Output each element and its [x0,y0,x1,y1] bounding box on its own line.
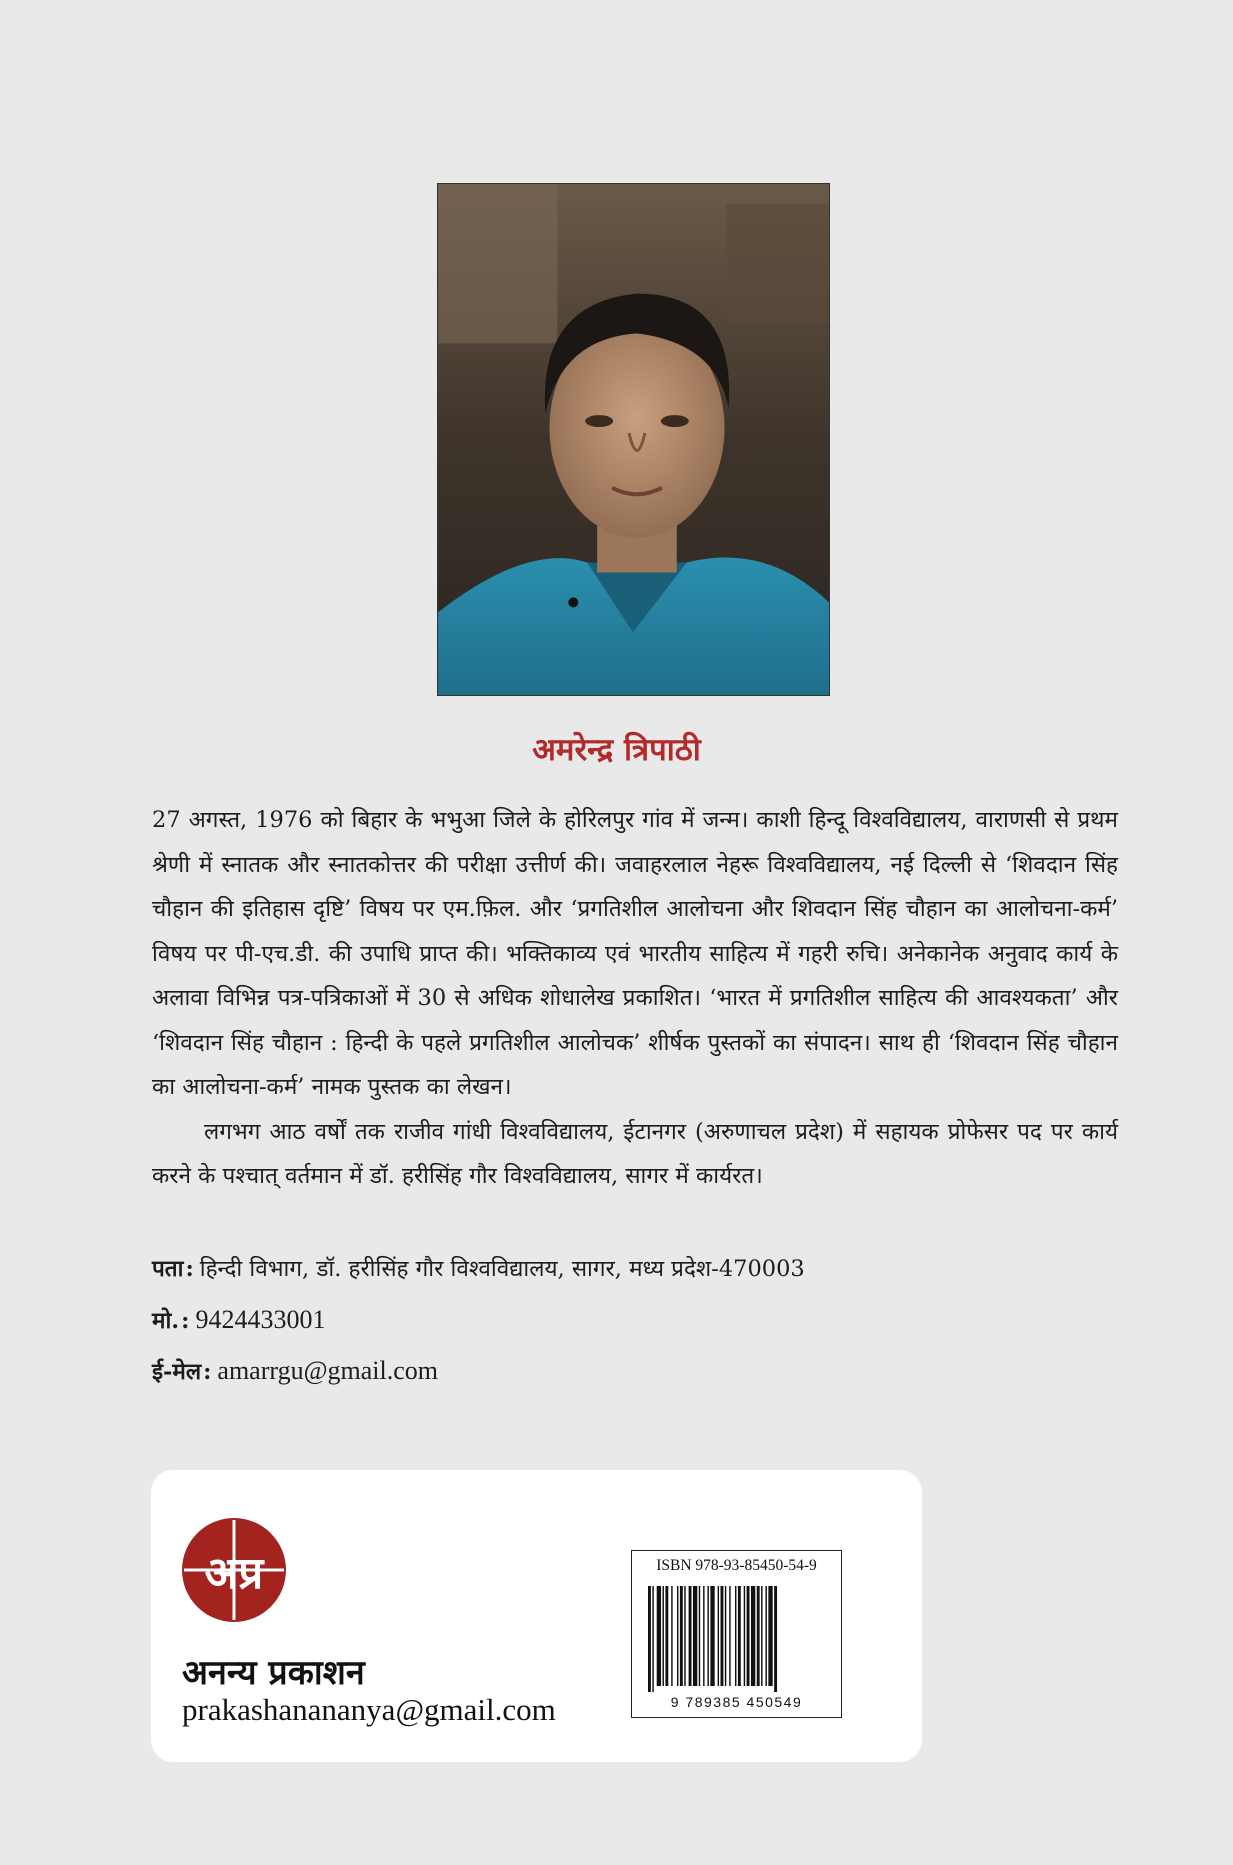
address-label: पता [152,1256,184,1282]
barcode-bar [721,1586,724,1686]
barcode-icon [646,1586,829,1692]
publisher-logo-icon [182,1518,286,1622]
mobile-label: मो. [152,1308,180,1334]
barcode-bar [677,1586,678,1686]
barcode-bar [751,1586,755,1686]
barcode-bar [718,1586,719,1686]
publisher-logo-text: अप्र [204,1548,264,1599]
isbn-barcode-box [631,1550,842,1718]
barcode-bar [729,1586,730,1686]
author-email[interactable]: amarrgu@gmail.com [217,1356,438,1385]
barcode-bar [735,1586,736,1686]
author-bio [152,798,1118,1199]
barcode-bar [738,1586,741,1686]
barcode-bar [689,1586,692,1686]
mobile-line [152,1305,325,1336]
label-separator: : [181,1308,190,1334]
barcode-bar [765,1586,766,1686]
author-name: अमरेन्द्र त्रिपाठी [532,732,701,768]
barcode-bar [663,1586,664,1686]
barcode-bar [671,1586,672,1686]
publisher-name: अनन्य प्रकाशन [182,1653,365,1693]
address-value: हिन्दी विभाग, डॉ. हरीसिंह गौर विश्वविद्यालय, सागर, मध्य प्रदेश-470003 [199,1256,805,1282]
email-label: ई-मेल [152,1359,202,1385]
bio-paragraph: लगभग आठ वर्षों तक राजीव गांधी विश्वविद्यालय, ईटानगर (अरुणाचल प्रदेश) में सहायक प्रोफेसर पद पर कार्य करने के पश्चात् वर्तमान में डॉ. हरीसिंह गौर विश्वविद्यालय, सागर में कार्यरत। [152,1118,1118,1189]
publisher-email[interactable]: prakashanananya@gmail.com [182,1692,556,1727]
barcode-bar [693,1586,697,1686]
author-photo [437,183,830,696]
barcode-digits: 9 789385 450549 [670,1694,803,1710]
barcode-bar [768,1586,772,1686]
barcode-bar [699,1586,700,1686]
barcode-bar [757,1586,760,1686]
mobile-value: 9424433001 [195,1305,326,1334]
address-line [152,1254,805,1284]
barcode-bar [684,1586,685,1686]
bio-paragraph: 27 अगस्त, 1976 को बिहार के भभुआ जिले के होरिलपुर गांव में जन्म। काशी हिन्दू विश्वविद्यालय, वाराणसी से प्रथम श्रेणी में स्नातक और स्नातकोत्तर की परीक्षा उत्तीर्ण की। जवाहरलाल नेहरू विश्वविद्यालय, नई दिल्ली से ‘शिवदान सिंह चौहान की इतिहास दृष्टि’ विषय पर एम.फ़िल. और ‘प्रगतिशील आलोचना और शिवदान सिंह चौहान का आलोचना-कर्म’ विषय पर पी-एच.डी. की उपाधि प्राप्त की। भक्तिकाव्य एवं भारतीय साहित्य में गहरी रुचि। अनेकानेक अनुवाद कार्य के अलावा विभिन्न पत्र-पत्रिकाओं में 30 से अधिक शोधालेख प्रकाशित। ‘भारत में प्रगतिशील साहित्य की आवश्यकता’ और ‘शिवदान सिंह चौहान : हिन्दी के पहले प्रगतिशील आलोचक’ शीर्षक पुस्तकों का संपादन। साथ ही ‘शिवदान सिंह चौहान का आलोचना-कर्म’ नामक पुस्तक का लेखन। [152,807,1118,1100]
label-separator: : [185,1256,194,1282]
author-portrait-illustration [438,184,829,695]
barcode-bar [680,1586,683,1686]
email-line [152,1356,438,1387]
isbn-label: ISBN 978-93-85450-54-9 [656,1557,817,1574]
publisher-panel [151,1470,922,1762]
barcode-bar [657,1586,661,1686]
barcode-bar [648,1586,651,1692]
barcode-bar [774,1586,777,1692]
barcode-bar [710,1586,714,1686]
barcode-bar [744,1586,745,1686]
barcode-bar [725,1586,726,1686]
barcode-bar [747,1586,750,1686]
barcode-bar [665,1586,668,1686]
barcode-bar [707,1586,708,1686]
barcode-bar [761,1586,762,1686]
barcode-bar [703,1586,704,1686]
barcode-bar [652,1586,653,1692]
label-separator: : [203,1359,212,1385]
